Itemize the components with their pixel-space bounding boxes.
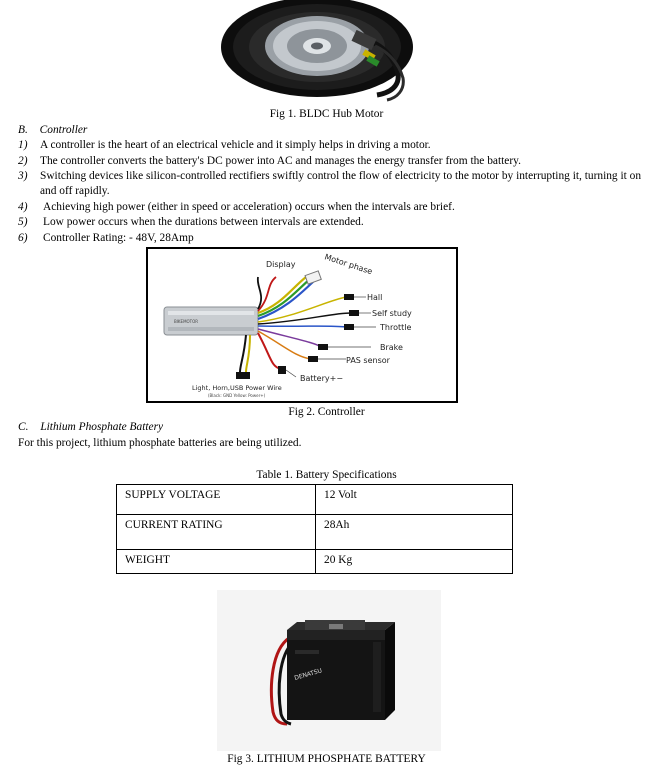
list-item-number: 5) (18, 216, 28, 228)
table-cell-value: 28Ah (316, 515, 513, 550)
label-light-horn-usb: Light, Horn,USB Power Wire (192, 384, 282, 392)
section-c-heading (18, 420, 163, 435)
figure-2-caption: Fig 2. Controller (288, 406, 365, 418)
table-row (117, 550, 513, 574)
list-item-number: 6) (18, 232, 28, 244)
table-1-caption: Table 1. Battery Specifications (256, 469, 397, 481)
table-cell-name: WEIGHT (117, 550, 316, 574)
list-item-text: Controller Rating: - 48V, 28Amp (43, 232, 194, 244)
label-light-subtext: (Black: GND Yellow: Power+) (208, 393, 266, 398)
section-b-heading (18, 123, 87, 138)
figure-3-caption: Fig 3. LITHIUM PHOSPHATE BATTERY (227, 753, 426, 765)
label-brake: Brake (380, 343, 403, 352)
figure-1-caption: Fig 1. BLDC Hub Motor (269, 108, 384, 120)
svg-text:BIKEMOTOR: BIKEMOTOR (174, 319, 199, 324)
label-pas-sensor: PAS sensor (346, 356, 390, 365)
battery-spec-table (116, 484, 513, 574)
section-b-label: B. (18, 124, 28, 136)
list-item-number: 4) (18, 201, 28, 213)
list-item-number: 2) (18, 155, 28, 167)
figure-bldc-hub-motor (217, 0, 435, 106)
table-cell-value: 20 Kg (316, 550, 513, 574)
figure-lithium-battery (217, 590, 441, 751)
table-cell-name: SUPPLY VOLTAGE (117, 485, 316, 515)
label-self-study: Self study (372, 309, 412, 318)
table-row (117, 485, 513, 515)
table-row (117, 515, 513, 550)
label-throttle: Throttle (380, 323, 412, 332)
list-item-number: 3) (18, 170, 28, 182)
figure-controller (146, 247, 458, 403)
section-c-title: Lithium Phosphate Battery (40, 421, 164, 433)
label-hall: Hall (367, 293, 383, 302)
table-cell-name: CURRENT RATING (117, 515, 316, 550)
list-item-number: 1) (18, 139, 28, 151)
battery-brand-label: DENATSU (293, 667, 323, 682)
label-display: Display (266, 260, 296, 269)
section-c-label: C. (18, 421, 29, 433)
list-item-text: Achieving high power (either in speed or acceleration) occurs when the intervals are brief. (43, 201, 455, 213)
list-item-text: Low power occurs when the durations between intervals are extended. (43, 216, 364, 228)
list-item-text: The controller converts the battery's DC power into AC and manages the energy transfer from the battery. (40, 155, 521, 167)
table-cell-value: 12 Volt (316, 485, 513, 515)
list-item-text: A controller is the heart of an electrical vehicle and it simply helps in driving a motor. (40, 139, 431, 151)
section-b-title: Controller (39, 124, 88, 136)
battery-image (217, 590, 441, 751)
section-c-body: For this project, lithium phosphate batteries are being utilized. (18, 437, 302, 449)
hub-motor-image (217, 0, 435, 106)
controller-wiring-image (146, 247, 458, 403)
list-item-text: Switching devices like silicon-controlled rectifiers swiftly control the flow of electricity to the motor by interrupting it, turning it on and off rapidly. (40, 170, 642, 198)
label-battery: Battery+− (300, 374, 344, 383)
label-motor-phase: Motor phase (323, 252, 374, 277)
